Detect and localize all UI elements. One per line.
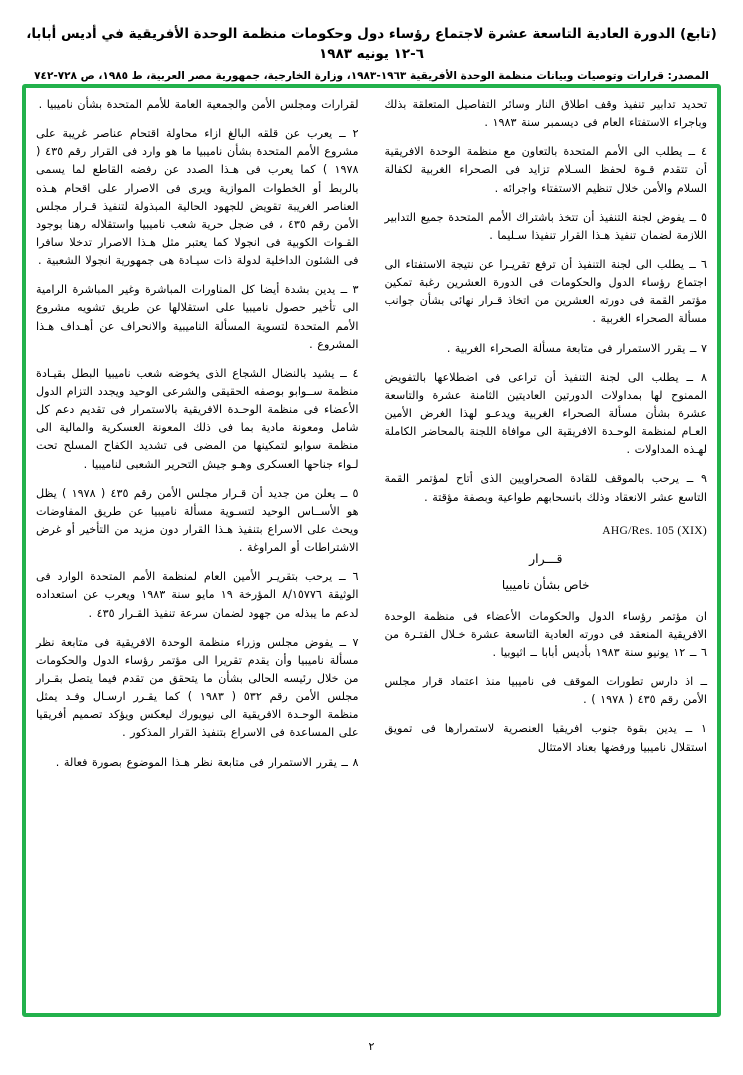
paragraph: ١ ــ يدين بقوة جنوب افريقيا العنصرية لاستمرارها فى تمويق استقلال ناميبيا ورفضها بعناد الامتثال: [384, 722, 707, 754]
paragraph: ان مؤتمر رؤساء الدول والحكومات الأعضاء فى منظمة الوحدة الافريقية المنعقد فى دورته العادية التاسعة عشرة خـلال الفتـرة من ٦ ــ ١٢ يونيو سنة ١٩٨٣ بأديس أبابا ــ اثيوبيا .: [384, 609, 707, 659]
paragraph: ٤ ــ يطلب الى الأمم المتحدة بالتعاون مع منظمة الوحدة الافريقية أن تتقدم قـوة لحفظ السـلام تزايد فى الصحراء الغربية لكفالة السلام والأمن خلال تنظيم الاستفتاء واجرائه .: [384, 145, 707, 195]
paragraph: ٦ ــ يرحب بتقريـر الأمين العام لمنظمة الأمم المتحدة الوارد فى الوثيقة ٨/١٥٧٧٦ المؤرخة ١٩ مايو سنة ١٩٨٣ ويعرب عن استعداده لدعم ما يبذله من جهود لضمان سرعة تنفيذ القـرار ٤٣٥ .: [36, 570, 359, 620]
paragraph: ٨ ــ يقرر الاستمرار فى متابعة نظر هـذا الموضوع بصورة فعالة .: [55, 755, 359, 769]
paragraph: ٧ ــ يفوض مجلس وزراء منظمة الوحدة الافريقية فى متابعة نظر مسألة ناميبيا وأن يقدم تقريرا الى مؤتمر رؤساء الدول والحكومات من خلال رئيسه الحالى بشأن ما يتحقق من تقدم فيما يتصل بقـرار مجلس الأمن رقم ٥٣٢ ( ١٩٨٣ ) كما يقـرر ارسـال وفـد يمثل منظمة الوحـدة الافريقية الى نيويورك ليعكس ويؤكد تصميم أفريقيا على المساعدة فى الاسراع بتنفيذ القرار المذكور .: [36, 635, 359, 740]
paragraph: ــ اذ دارس تطورات الموقف فى ناميبيا منذ اعتماد قرار مجلس الأمن رقم ٤٣٥ ( ١٩٧٨ ) .: [384, 675, 707, 707]
paragraph: ٨ ــ يطلب الى لجنة التنفيذ أن تراعى فى اضطلاعها بالتفويض الممنوح لها بمداولات الدورتين العاديتين الثامنة عشرة والتاسعة عشرة بشأن مسألة الصحراء الغربية ويدعـو لهذا الغرض الأمين العـام لمنظمة الوحـدة الافريقية الى موافاة اللجنة بالمحاضر الكاملة لهـذه المداولات .: [384, 370, 707, 457]
paragraph: ٦ ــ يطلب الى لجنة التنفيذ أن ترفع تقريـرا عن نتيجة الاستفتاء الى اجتماع رؤساء الدول والحكومات فى الدورة العشرين رغبة تمكين مؤتمر القمة فى دورته العشرين من اتخاذ قـرار نهائى بشأن جوانب مسألة الصحراء الغربية .: [384, 257, 707, 326]
paragraph: تحديد تدابير تنفيذ وقف اطلاق النار وسائر التفاصيل المتعلقة بذلك وباجراء الاستفتاء العام فى ديسمبر سنة ١٩٨٣ .: [384, 98, 707, 130]
paragraph: ٥ ــ يفوض لجنة التنفيذ أن تتخذ باشتراك الأمم المتحدة جميع التدابير اللازمة لضمان تنفيذ هـذا القرار تنفيذا سـليما .: [384, 210, 707, 242]
document-source: المصدر: قرارات وتوصيات وبيانات منظمة الوحدة الأفريقية ١٩٦٣-١٩٨٣، وزارة الخارجية، جمهورية مصر العربية، ط ١٩٨٥، ص ٧٢٨-٧٤٢: [34, 69, 709, 82]
paragraph: ٢ ــ يعرب عن قلقه البالغ ازاء محاولة اقتحام عناصر غريبة على مشروع الأمم المتحدة بشأن ناميبيا ما هو وارد فى القرار رقم ٤٣٥ ( ١٩٧٨ ) كما يعرب فى هـذا الصدد عن رفضه القاطع لما يسمى بالربط أو الخطوات الموازية ويرى فى الاصرار على اقحام هـذه العناصر الغريبة تقويض للجهود الحالية المبذولة لتنفيذ قـرار مجلس الأمن رقم ٤٣٥ ، فى ضجل حرية شعب ناميبيا واستقلاله رهنا بوجود القـوات الكوبية فى انجولا كما يعتبر مثل هـذا الاصرار تدخلا سافرا فى الشئون الداخلية لدولة ذات سيـادة هى جمهورية انجولا الشعبية .: [36, 127, 359, 268]
document-title: (تابع) الدورة العادية التاسعة عشرة لاجتماع رؤساء دول وحكومات منظمة الوحدة الأفريقية في أديس أبابا، ٦-١٢ يونيه ١٩٨٣: [26, 26, 717, 63]
resolution-subheading: خاص بشأن ناميبيا: [501, 577, 590, 592]
page-number: ٢: [368, 1040, 375, 1053]
paragraph: ٣ ــ يدين بشدة أيضا كل المناورات المباشرة وغير المباشرة الرامية الى تأخير حصول ناميبيا على استقلالها عن طريق تشويه مشروع الأمم المتحدة لتسوية المسألة الناميبية والانحراف عن أهـداف هـذا المشروع .: [36, 283, 359, 351]
document-header: [18, 24, 725, 84]
paragraph: لقرارات ومجلس الأمن والجمعية العامة للأمم المتحدة بشأن ناميبيا .: [38, 98, 359, 111]
resolution-id: AHG/Res. 105 (XIX): [602, 524, 707, 537]
paragraph: ٩ ــ يرحب بالموقف للقادة الصحراويين الذى أتاح لمؤتمر القمة التاسع عشر الانعقاد وذلك بانسحابهم طواعية وبصفة مؤقتة .: [384, 472, 707, 504]
left-column: [36, 96, 359, 1005]
right-column: [385, 96, 708, 1005]
paragraph: ٥ ــ يعلن من جديد أن قـرار مجلس الأمن رقم ٤٣٥ ( ١٩٧٨ ) يظل هو الأســاس الوحيد لتسـوية مسألة ناميبيا عن طريق المفاوضات ويحث على الاسراع بتنفيذ هـذا القرار دون مزيد من التأخير أو غرض الاشتراطات أو المراوغة .: [36, 486, 359, 555]
two-column-body: [36, 96, 707, 1005]
resolution-heading: قـــرار: [529, 550, 563, 566]
paragraph: ٤ ــ يشيد بالنضال الشجاع الذى يخوضه شعب ناميبيا البطل بقيـادة منظمة ســوابو بوصفه الحقيقى والشرعى الوحيد ويجدد التزام الدول الأعضاء فى منظمة الوحـدة الافريقية بالاستمرار فى تقديم دعم كل شامل ومعونة مادية بما فى ذلك المعونة العسكرية والمالية الى منظمة سوابو لتمكينها من المضى فى تشديد الكفاح المسلح تحت لـواء جناحها العسكرى وهـو جيش التحرير الشعبى لناميبيا .: [36, 366, 359, 471]
paragraph: ٧ ــ يقرر الاستمرار فى متابعة مسألة الصحراء الغربية .: [446, 341, 707, 355]
